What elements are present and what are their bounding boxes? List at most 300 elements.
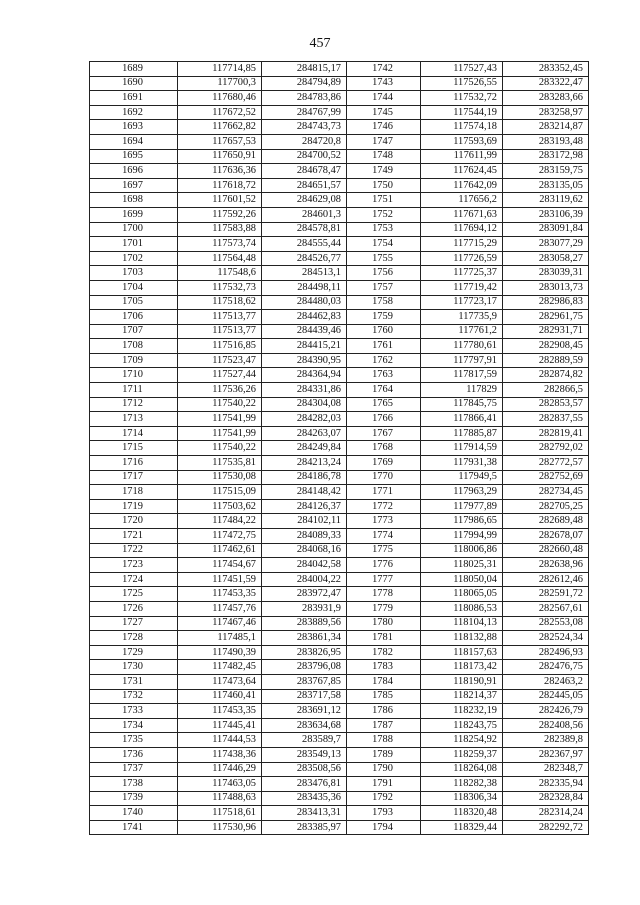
x-coordinate-cell: 117574,18 <box>421 120 503 135</box>
y-coordinate-cell: 284148,42 <box>262 485 347 500</box>
x-coordinate-cell: 117650,91 <box>178 149 262 164</box>
y-coordinate-cell: 284462,83 <box>262 310 347 325</box>
x-coordinate-cell: 117462,61 <box>178 543 262 558</box>
point-number-cell: 1735 <box>90 733 178 748</box>
y-coordinate-cell: 283413,31 <box>262 806 347 821</box>
point-number-cell: 1711 <box>90 383 178 398</box>
point-number-cell: 1727 <box>90 616 178 631</box>
y-coordinate-cell: 284578,81 <box>262 222 347 237</box>
point-number-cell: 1750 <box>347 178 421 193</box>
point-number-cell: 1726 <box>90 601 178 616</box>
point-number-cell: 1712 <box>90 397 178 412</box>
x-coordinate-cell: 117726,59 <box>421 251 503 266</box>
x-coordinate-cell: 117885,87 <box>421 426 503 441</box>
x-coordinate-cell: 118025,31 <box>421 558 503 573</box>
point-number-cell: 1769 <box>347 456 421 471</box>
x-coordinate-cell: 118254,92 <box>421 733 503 748</box>
point-number-cell: 1764 <box>347 383 421 398</box>
point-number-cell: 1762 <box>347 353 421 368</box>
x-coordinate-cell: 118282,38 <box>421 777 503 792</box>
coordinates-table-body <box>90 62 589 835</box>
y-coordinate-cell: 283826,95 <box>262 645 347 660</box>
point-number-cell: 1780 <box>347 616 421 631</box>
point-number-cell: 1737 <box>90 762 178 777</box>
table-row <box>90 426 589 441</box>
x-coordinate-cell: 117540,22 <box>178 397 262 412</box>
x-coordinate-cell: 118086,53 <box>421 601 503 616</box>
point-number-cell: 1731 <box>90 674 178 689</box>
table-row <box>90 456 589 471</box>
x-coordinate-cell: 117454,67 <box>178 558 262 573</box>
x-coordinate-cell: 117715,29 <box>421 237 503 252</box>
table-row <box>90 412 589 427</box>
y-coordinate-cell: 284126,37 <box>262 499 347 514</box>
y-coordinate-cell: 282752,69 <box>503 470 589 485</box>
y-coordinate-cell: 282638,96 <box>503 558 589 573</box>
x-coordinate-cell: 117548,6 <box>178 266 262 281</box>
x-coordinate-cell: 117544,19 <box>421 105 503 120</box>
x-coordinate-cell: 117482,45 <box>178 660 262 675</box>
point-number-cell: 1754 <box>347 237 421 252</box>
y-coordinate-cell: 282660,48 <box>503 543 589 558</box>
point-number-cell: 1758 <box>347 295 421 310</box>
x-coordinate-cell: 117513,77 <box>178 310 262 325</box>
table-row <box>90 777 589 792</box>
point-number-cell: 1692 <box>90 105 178 120</box>
x-coordinate-cell: 117994,99 <box>421 529 503 544</box>
point-number-cell: 1784 <box>347 674 421 689</box>
y-coordinate-cell: 282348,7 <box>503 762 589 777</box>
y-coordinate-cell: 282772,57 <box>503 456 589 471</box>
y-coordinate-cell: 283972,47 <box>262 587 347 602</box>
table-row <box>90 791 589 806</box>
x-coordinate-cell: 117564,48 <box>178 251 262 266</box>
x-coordinate-cell: 117817,59 <box>421 368 503 383</box>
y-coordinate-cell: 282931,71 <box>503 324 589 339</box>
y-coordinate-cell: 284390,95 <box>262 353 347 368</box>
table-row <box>90 820 589 835</box>
point-number-cell: 1788 <box>347 733 421 748</box>
point-number-cell: 1739 <box>90 791 178 806</box>
x-coordinate-cell: 117780,61 <box>421 339 503 354</box>
point-number-cell: 1755 <box>347 251 421 266</box>
y-coordinate-cell: 283077,29 <box>503 237 589 252</box>
point-number-cell: 1719 <box>90 499 178 514</box>
y-coordinate-cell: 284004,22 <box>262 572 347 587</box>
x-coordinate-cell: 117444,53 <box>178 733 262 748</box>
x-coordinate-cell: 117532,73 <box>178 280 262 295</box>
y-coordinate-cell: 282705,25 <box>503 499 589 514</box>
point-number-cell: 1792 <box>347 791 421 806</box>
y-coordinate-cell: 284767,99 <box>262 105 347 120</box>
x-coordinate-cell: 118006,86 <box>421 543 503 558</box>
x-coordinate-cell: 117986,65 <box>421 514 503 529</box>
y-coordinate-cell: 282408,56 <box>503 718 589 733</box>
table-row <box>90 543 589 558</box>
y-coordinate-cell: 284513,1 <box>262 266 347 281</box>
y-coordinate-cell: 284042,58 <box>262 558 347 573</box>
y-coordinate-cell: 283861,34 <box>262 631 347 646</box>
y-coordinate-cell: 284794,89 <box>262 76 347 91</box>
table-row <box>90 251 589 266</box>
point-number-cell: 1753 <box>347 222 421 237</box>
y-coordinate-cell: 284439,46 <box>262 324 347 339</box>
table-row <box>90 514 589 529</box>
x-coordinate-cell: 117866,41 <box>421 412 503 427</box>
x-coordinate-cell: 117611,99 <box>421 149 503 164</box>
table-row <box>90 324 589 339</box>
y-coordinate-cell: 282553,08 <box>503 616 589 631</box>
table-row <box>90 704 589 719</box>
y-coordinate-cell: 284089,33 <box>262 529 347 544</box>
y-coordinate-cell: 283634,68 <box>262 718 347 733</box>
y-coordinate-cell: 284282,03 <box>262 412 347 427</box>
y-coordinate-cell: 284815,17 <box>262 62 347 77</box>
y-coordinate-cell: 284498,11 <box>262 280 347 295</box>
point-number-cell: 1702 <box>90 251 178 266</box>
x-coordinate-cell: 117949,5 <box>421 470 503 485</box>
point-number-cell: 1700 <box>90 222 178 237</box>
point-number-cell: 1740 <box>90 806 178 821</box>
y-coordinate-cell: 282986,83 <box>503 295 589 310</box>
point-number-cell: 1713 <box>90 412 178 427</box>
table-row <box>90 383 589 398</box>
point-number-cell: 1690 <box>90 76 178 91</box>
point-number-cell: 1703 <box>90 266 178 281</box>
y-coordinate-cell: 283435,36 <box>262 791 347 806</box>
point-number-cell: 1774 <box>347 529 421 544</box>
x-coordinate-cell: 117453,35 <box>178 704 262 719</box>
y-coordinate-cell: 283159,75 <box>503 164 589 179</box>
point-number-cell: 1778 <box>347 587 421 602</box>
table-row <box>90 62 589 77</box>
y-coordinate-cell: 284364,94 <box>262 368 347 383</box>
point-number-cell: 1789 <box>347 747 421 762</box>
point-number-cell: 1748 <box>347 149 421 164</box>
x-coordinate-cell: 117527,43 <box>421 62 503 77</box>
table-row <box>90 353 589 368</box>
y-coordinate-cell: 282591,72 <box>503 587 589 602</box>
y-coordinate-cell: 282889,59 <box>503 353 589 368</box>
y-coordinate-cell: 284526,77 <box>262 251 347 266</box>
point-number-cell: 1705 <box>90 295 178 310</box>
y-coordinate-cell: 282524,34 <box>503 631 589 646</box>
point-number-cell: 1695 <box>90 149 178 164</box>
point-number-cell: 1704 <box>90 280 178 295</box>
x-coordinate-cell: 117931,38 <box>421 456 503 471</box>
y-coordinate-cell: 283691,12 <box>262 704 347 719</box>
point-number-cell: 1771 <box>347 485 421 500</box>
point-number-cell: 1790 <box>347 762 421 777</box>
point-number-cell: 1734 <box>90 718 178 733</box>
point-number-cell: 1765 <box>347 397 421 412</box>
y-coordinate-cell: 283214,87 <box>503 120 589 135</box>
y-coordinate-cell: 282335,94 <box>503 777 589 792</box>
table-row <box>90 149 589 164</box>
x-coordinate-cell: 117530,08 <box>178 470 262 485</box>
point-number-cell: 1708 <box>90 339 178 354</box>
x-coordinate-cell: 117829 <box>421 383 503 398</box>
table-row <box>90 558 589 573</box>
x-coordinate-cell: 118329,44 <box>421 820 503 835</box>
point-number-cell: 1707 <box>90 324 178 339</box>
y-coordinate-cell: 282734,45 <box>503 485 589 500</box>
x-coordinate-cell: 117601,52 <box>178 193 262 208</box>
x-coordinate-cell: 117694,12 <box>421 222 503 237</box>
x-coordinate-cell: 117541,99 <box>178 426 262 441</box>
coordinates-table <box>89 61 589 835</box>
x-coordinate-cell: 117680,46 <box>178 91 262 106</box>
point-number-cell: 1718 <box>90 485 178 500</box>
y-coordinate-cell: 283172,98 <box>503 149 589 164</box>
x-coordinate-cell: 117797,91 <box>421 353 503 368</box>
x-coordinate-cell: 118157,63 <box>421 645 503 660</box>
table-row <box>90 631 589 646</box>
table-row <box>90 499 589 514</box>
point-number-cell: 1733 <box>90 704 178 719</box>
y-coordinate-cell: 282612,46 <box>503 572 589 587</box>
point-number-cell: 1710 <box>90 368 178 383</box>
point-number-cell: 1785 <box>347 689 421 704</box>
x-coordinate-cell: 118306,34 <box>421 791 503 806</box>
x-coordinate-cell: 117714,85 <box>178 62 262 77</box>
y-coordinate-cell: 282496,93 <box>503 645 589 660</box>
y-coordinate-cell: 284720,8 <box>262 134 347 149</box>
y-coordinate-cell: 284213,24 <box>262 456 347 471</box>
point-number-cell: 1763 <box>347 368 421 383</box>
y-coordinate-cell: 283322,47 <box>503 76 589 91</box>
y-coordinate-cell: 283058,27 <box>503 251 589 266</box>
y-coordinate-cell: 283889,56 <box>262 616 347 631</box>
x-coordinate-cell: 117700,3 <box>178 76 262 91</box>
x-coordinate-cell: 117540,22 <box>178 441 262 456</box>
point-number-cell: 1777 <box>347 572 421 587</box>
point-number-cell: 1779 <box>347 601 421 616</box>
y-coordinate-cell: 283352,45 <box>503 62 589 77</box>
point-number-cell: 1787 <box>347 718 421 733</box>
y-coordinate-cell: 283106,39 <box>503 207 589 222</box>
y-coordinate-cell: 283258,97 <box>503 105 589 120</box>
point-number-cell: 1714 <box>90 426 178 441</box>
point-number-cell: 1717 <box>90 470 178 485</box>
y-coordinate-cell: 283549,13 <box>262 747 347 762</box>
x-coordinate-cell: 117656,2 <box>421 193 503 208</box>
table-row <box>90 178 589 193</box>
table-row <box>90 237 589 252</box>
page-number: 457 <box>309 36 331 51</box>
y-coordinate-cell: 283589,7 <box>262 733 347 748</box>
table-row <box>90 572 589 587</box>
y-coordinate-cell: 282837,55 <box>503 412 589 427</box>
table-row <box>90 222 589 237</box>
x-coordinate-cell: 117735,9 <box>421 310 503 325</box>
x-coordinate-cell: 117473,64 <box>178 674 262 689</box>
y-coordinate-cell: 284783,86 <box>262 91 347 106</box>
point-number-cell: 1776 <box>347 558 421 573</box>
x-coordinate-cell: 117761,2 <box>421 324 503 339</box>
y-coordinate-cell: 283193,48 <box>503 134 589 149</box>
y-coordinate-cell: 283796,08 <box>262 660 347 675</box>
y-coordinate-cell: 284651,57 <box>262 178 347 193</box>
y-coordinate-cell: 283119,62 <box>503 193 589 208</box>
y-coordinate-cell: 283717,58 <box>262 689 347 704</box>
x-coordinate-cell: 118243,75 <box>421 718 503 733</box>
table-row <box>90 193 589 208</box>
table-row <box>90 441 589 456</box>
point-number-cell: 1725 <box>90 587 178 602</box>
table-row <box>90 762 589 777</box>
point-number-cell: 1746 <box>347 120 421 135</box>
x-coordinate-cell: 117725,37 <box>421 266 503 281</box>
x-coordinate-cell: 117977,89 <box>421 499 503 514</box>
y-coordinate-cell: 282328,84 <box>503 791 589 806</box>
table-row <box>90 674 589 689</box>
point-number-cell: 1689 <box>90 62 178 77</box>
y-coordinate-cell: 283385,97 <box>262 820 347 835</box>
x-coordinate-cell: 117624,45 <box>421 164 503 179</box>
x-coordinate-cell: 117532,72 <box>421 91 503 106</box>
point-number-cell: 1715 <box>90 441 178 456</box>
x-coordinate-cell: 118173,42 <box>421 660 503 675</box>
table-row <box>90 266 589 281</box>
point-number-cell: 1738 <box>90 777 178 792</box>
x-coordinate-cell: 117963,29 <box>421 485 503 500</box>
x-coordinate-cell: 117914,59 <box>421 441 503 456</box>
point-number-cell: 1699 <box>90 207 178 222</box>
point-number-cell: 1706 <box>90 310 178 325</box>
y-coordinate-cell: 282961,75 <box>503 310 589 325</box>
point-number-cell: 1749 <box>347 164 421 179</box>
y-coordinate-cell: 284678,47 <box>262 164 347 179</box>
point-number-cell: 1736 <box>90 747 178 762</box>
x-coordinate-cell: 117453,35 <box>178 587 262 602</box>
y-coordinate-cell: 282678,07 <box>503 529 589 544</box>
x-coordinate-cell: 117438,36 <box>178 747 262 762</box>
point-number-cell: 1752 <box>347 207 421 222</box>
y-coordinate-cell: 284601,3 <box>262 207 347 222</box>
x-coordinate-cell: 117719,42 <box>421 280 503 295</box>
y-coordinate-cell: 284743,73 <box>262 120 347 135</box>
point-number-cell: 1751 <box>347 193 421 208</box>
table-row <box>90 397 589 412</box>
table-row <box>90 295 589 310</box>
x-coordinate-cell: 117526,55 <box>421 76 503 91</box>
point-number-cell: 1729 <box>90 645 178 660</box>
x-coordinate-cell: 117445,41 <box>178 718 262 733</box>
x-coordinate-cell: 117460,41 <box>178 689 262 704</box>
x-coordinate-cell: 117657,53 <box>178 134 262 149</box>
table-row <box>90 368 589 383</box>
x-coordinate-cell: 117536,26 <box>178 383 262 398</box>
y-coordinate-cell: 282874,82 <box>503 368 589 383</box>
x-coordinate-cell: 117513,77 <box>178 324 262 339</box>
point-number-cell: 1747 <box>347 134 421 149</box>
point-number-cell: 1691 <box>90 91 178 106</box>
point-number-cell: 1745 <box>347 105 421 120</box>
y-coordinate-cell: 283039,31 <box>503 266 589 281</box>
y-coordinate-cell: 284629,08 <box>262 193 347 208</box>
y-coordinate-cell: 283013,73 <box>503 280 589 295</box>
x-coordinate-cell: 117446,29 <box>178 762 262 777</box>
point-number-cell: 1693 <box>90 120 178 135</box>
table-row <box>90 120 589 135</box>
x-coordinate-cell: 118050,04 <box>421 572 503 587</box>
point-number-cell: 1722 <box>90 543 178 558</box>
y-coordinate-cell: 283283,66 <box>503 91 589 106</box>
point-number-cell: 1723 <box>90 558 178 573</box>
table-row <box>90 747 589 762</box>
point-number-cell: 1783 <box>347 660 421 675</box>
point-number-cell: 1732 <box>90 689 178 704</box>
point-number-cell: 1760 <box>347 324 421 339</box>
x-coordinate-cell: 117484,22 <box>178 514 262 529</box>
y-coordinate-cell: 283508,56 <box>262 762 347 777</box>
x-coordinate-cell: 118132,88 <box>421 631 503 646</box>
x-coordinate-cell: 117593,69 <box>421 134 503 149</box>
point-number-cell: 1743 <box>347 76 421 91</box>
y-coordinate-cell: 284249,84 <box>262 441 347 456</box>
x-coordinate-cell: 117523,47 <box>178 353 262 368</box>
x-coordinate-cell: 118320,48 <box>421 806 503 821</box>
table-row <box>90 134 589 149</box>
x-coordinate-cell: 117457,76 <box>178 601 262 616</box>
y-coordinate-cell: 282792,02 <box>503 441 589 456</box>
point-number-cell: 1781 <box>347 631 421 646</box>
x-coordinate-cell: 117472,75 <box>178 529 262 544</box>
table-row <box>90 470 589 485</box>
y-coordinate-cell: 282866,5 <box>503 383 589 398</box>
table-row <box>90 645 589 660</box>
y-coordinate-cell: 282689,48 <box>503 514 589 529</box>
y-coordinate-cell: 282476,75 <box>503 660 589 675</box>
point-number-cell: 1773 <box>347 514 421 529</box>
point-number-cell: 1767 <box>347 426 421 441</box>
y-coordinate-cell: 283135,05 <box>503 178 589 193</box>
y-coordinate-cell: 284263,07 <box>262 426 347 441</box>
x-coordinate-cell: 118232,19 <box>421 704 503 719</box>
x-coordinate-cell: 117618,72 <box>178 178 262 193</box>
x-coordinate-cell: 118104,13 <box>421 616 503 631</box>
y-coordinate-cell: 282445,05 <box>503 689 589 704</box>
x-coordinate-cell: 117636,36 <box>178 164 262 179</box>
x-coordinate-cell: 117451,59 <box>178 572 262 587</box>
point-number-cell: 1791 <box>347 777 421 792</box>
point-number-cell: 1782 <box>347 645 421 660</box>
x-coordinate-cell: 117535,81 <box>178 456 262 471</box>
x-coordinate-cell: 117503,62 <box>178 499 262 514</box>
point-number-cell: 1709 <box>90 353 178 368</box>
point-number-cell: 1701 <box>90 237 178 252</box>
x-coordinate-cell: 118065,05 <box>421 587 503 602</box>
y-coordinate-cell: 284700,52 <box>262 149 347 164</box>
point-number-cell: 1730 <box>90 660 178 675</box>
x-coordinate-cell: 117490,39 <box>178 645 262 660</box>
x-coordinate-cell: 117573,74 <box>178 237 262 252</box>
point-number-cell: 1772 <box>347 499 421 514</box>
y-coordinate-cell: 284102,11 <box>262 514 347 529</box>
table-row <box>90 601 589 616</box>
table-row <box>90 91 589 106</box>
y-coordinate-cell: 282463,2 <box>503 674 589 689</box>
x-coordinate-cell: 117671,63 <box>421 207 503 222</box>
x-coordinate-cell: 117467,46 <box>178 616 262 631</box>
x-coordinate-cell: 117485,1 <box>178 631 262 646</box>
table-row <box>90 689 589 704</box>
point-number-cell: 1741 <box>90 820 178 835</box>
x-coordinate-cell: 117583,88 <box>178 222 262 237</box>
point-number-cell: 1728 <box>90 631 178 646</box>
y-coordinate-cell: 282819,41 <box>503 426 589 441</box>
